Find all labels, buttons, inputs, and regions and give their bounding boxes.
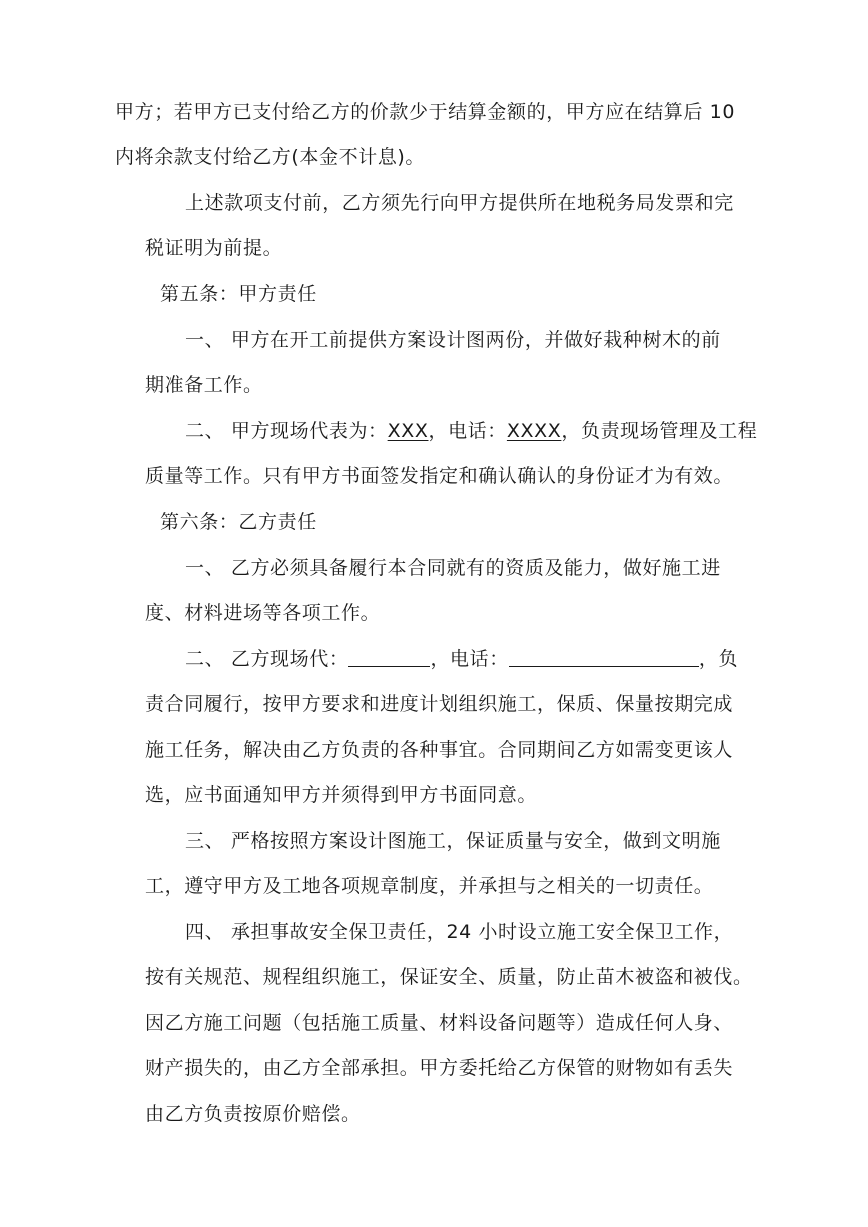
- clause-text: ，负: [698, 648, 739, 670]
- clause-text: ，负责现场管理及工程: [561, 420, 758, 442]
- section-heading: 第五条：甲方责任: [160, 283, 317, 305]
- party-b-phone-blank: [509, 646, 699, 667]
- paragraph-line: 上述款项支付前，乙方须先行向甲方提供所在地税务局发票和完: [185, 192, 734, 214]
- paragraph-line: 选，应书面通知甲方并须得到甲方书面同意。: [145, 784, 538, 806]
- party-b-representative-blank: [348, 646, 430, 667]
- paragraph-line: 工，遵守甲方及工地各项规章制度，并承担与之相关的一切责任。: [145, 875, 714, 897]
- paragraph-line: 税证明为前提。: [145, 237, 283, 259]
- clause-text: ，电话：: [428, 420, 507, 442]
- paragraph-line: [185, 418, 757, 444]
- paragraph-line: 甲方；若甲方已支付给乙方的价款少于结算金额的，甲方应在结算后 10: [115, 101, 736, 123]
- paragraph-line: 按有关规范、规程组织施工，保证安全、质量，防止苗木被盗和被伐。: [145, 966, 753, 988]
- paragraph-line: 因乙方施工问题（包括施工质量、材料设备问题等）造成任何人身、: [145, 1012, 734, 1034]
- paragraph-line: 一、 乙方必须具备履行本合同就有的资质及能力，做好施工进: [185, 557, 721, 579]
- clause-text: ，电话：: [430, 648, 509, 670]
- paragraph-line: [185, 646, 738, 672]
- paragraph-line: 由乙方负责按原价赔偿。: [145, 1103, 361, 1125]
- clause-text: 二、 甲方现场代表为：: [185, 420, 388, 442]
- paragraph-line: 一、 甲方在开工前提供方案设计图两份，并做好栽种树木的前: [185, 329, 721, 351]
- party-a-phone-value: XXXX: [506, 420, 562, 442]
- paragraph-line: 期准备工作。: [145, 374, 263, 396]
- paragraph-line: 内将余款支付给乙方(本金不计息)。: [115, 146, 426, 168]
- paragraph-line: 责合同履行，按甲方要求和进度计划组织施工，保质、保量按期完成: [145, 693, 734, 715]
- section-heading: 第六条：乙方责任: [160, 511, 317, 533]
- paragraph-line: 财产损失的，由乙方全部承担。甲方委托给乙方保管的财物如有丢失: [145, 1057, 734, 1079]
- paragraph-line: 三、 严格按照方案设计图施工，保证质量与安全，做到文明施: [185, 830, 721, 852]
- clause-text: 二、 乙方现场代：: [185, 648, 349, 670]
- paragraph-line: 质量等工作。只有甲方书面签发指定和确认确认的身份证才为有效。: [145, 465, 734, 487]
- paragraph-line: 施工任务，解决由乙方负责的各种事宜。合同期间乙方如需变更该人: [145, 739, 734, 761]
- paragraph-line: 四、 承担事故安全保卫责任，24 小时设立施工安全保卫工作，: [185, 921, 734, 943]
- paragraph-line: 度、材料进场等各项工作。: [145, 602, 381, 624]
- party-a-representative-value: XXX: [387, 420, 429, 442]
